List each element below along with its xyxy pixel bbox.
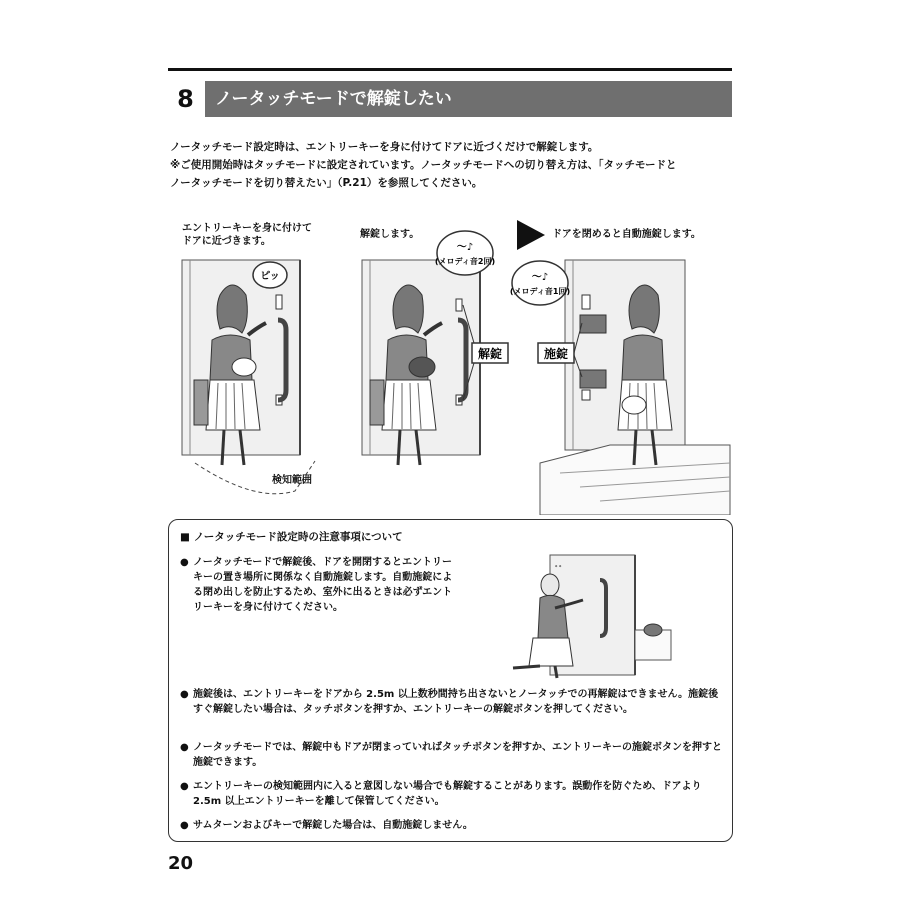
melody1-sound: ～♪: [531, 272, 549, 283]
notes-heading: ■ ノータッチモード設定時の注意事項について: [180, 531, 403, 543]
step3-caption: ドアを閉めると自動施錠します。: [552, 229, 701, 240]
lock-label: 施錠: [543, 347, 569, 361]
section-title: ノータッチモードで解錠したい: [215, 89, 452, 109]
note-2-text: 施錠後は、エントリーキーをドアから 2.5m 以上数秒間持ち出さないとノータッチでの再解錠はできません。施錠後すぐ解錠したい場合は、タッチボタンを押すか、エントリーキーの解錠ボタンを押してください。: [193, 689, 719, 715]
note-1: [180, 555, 460, 615]
page-number: 20: [168, 853, 194, 874]
bullet-icon: ●: [180, 557, 189, 568]
melody2-sound: ～♪: [456, 242, 474, 253]
melody2-text: (メロディ音2回): [434, 257, 496, 266]
bullet-icon: ●: [180, 689, 189, 700]
door-illustration: [160, 215, 740, 515]
header-rule: [168, 68, 732, 71]
note-4: [180, 779, 725, 809]
note-3: [180, 740, 725, 770]
range-label: 検知範囲: [272, 475, 312, 486]
note-5-text: サムターンおよびキーで解錠した場合は、自動施錠しません。: [193, 820, 473, 831]
note-1-text: ノータッチモードで解錠後、ドアを開閉するとエントリーキーの置き場所に関係なく自動施錠します。自動施錠による閉め出しを防止するため、室外に出るときは必ずエントリーキーを身に付けてください。: [193, 557, 453, 613]
melody1-text: (メロディ音1回): [509, 287, 571, 296]
note-5: [180, 818, 725, 833]
arrow-icon: [517, 220, 545, 250]
step2-caption: 解錠します。: [360, 229, 420, 240]
unlock-label: 解錠: [477, 347, 503, 361]
bullet-icon: ●: [180, 742, 189, 753]
note-2: [180, 687, 725, 717]
beep-text: ピッ: [260, 271, 280, 282]
svg-text:ﾟﾟ: ﾟﾟ: [555, 565, 563, 574]
entry-key-icon: [644, 624, 662, 636]
note-3-text: ノータッチモードでは、解錠中もドアが閉まっていればタッチボタンを押すか、エントリーキーの施錠ボタンを押すと施錠できます。: [193, 742, 722, 768]
step1-caption-line2: ドアに近づきます。: [182, 236, 271, 247]
bullet-icon: ●: [180, 820, 189, 831]
intro-line-3: ノータッチモードを切り替えたい」（P.21）を参照してください。: [170, 177, 483, 189]
lockout-illustration: [495, 550, 675, 680]
section-number: 8: [168, 81, 203, 117]
melody2-bubble: [434, 231, 496, 275]
intro-text: [170, 138, 740, 192]
note-4-text: エントリーキーの検知範囲内に入ると意図しない場合でも解錠することがあります。誤動作を防ぐため、ドアより 2.5m 以上エントリーキーを離して保管してください。: [193, 781, 702, 807]
melody1-bubble: [509, 261, 571, 305]
bullet-icon: ●: [180, 781, 189, 792]
intro-line-2: ※ご使用開始時はタッチモードに設定されています。ノータッチモードへの切り替え方は、「タッチモードと: [170, 159, 677, 171]
intro-line-1: ノータッチモード設定時は、エントリーキーを身に付けてドアに近づくだけで解錠します。: [170, 141, 599, 153]
step1-caption-line1: エントリーキーを身に付けて: [182, 223, 312, 234]
